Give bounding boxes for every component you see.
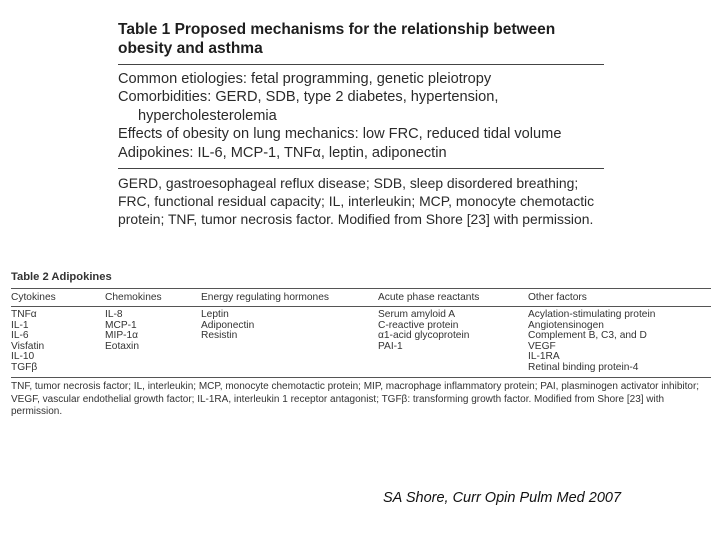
table2-cell: PAI-1 bbox=[378, 340, 403, 352]
table2-cell: Leptin bbox=[201, 309, 229, 320]
table2-cell: C-reactive protein bbox=[378, 319, 459, 331]
table1-rows bbox=[118, 70, 604, 162]
table2-header-cell: Chemokines bbox=[105, 292, 162, 303]
table2-cell: MIP-1α bbox=[105, 330, 139, 341]
table2-column-energy-hormones bbox=[201, 310, 378, 373]
table2-cell: TNFα bbox=[11, 309, 37, 320]
table2-cell: IL-8 bbox=[105, 309, 123, 320]
table2-column-other-factors bbox=[528, 310, 711, 373]
table1-bottom-rule bbox=[118, 168, 604, 169]
table2-cell: Complement B, C3, and D bbox=[528, 330, 647, 341]
table1-row: hypercholesterolemia bbox=[138, 107, 277, 124]
table2-cell: IL-1 bbox=[11, 319, 29, 331]
table2-cell: MCP-1 bbox=[105, 319, 137, 331]
table2 bbox=[11, 270, 711, 419]
table2-cell: Eotaxin bbox=[105, 340, 139, 352]
table2-cell: Angiotensinogen bbox=[528, 319, 604, 331]
citation: SA Shore, Curr Opin Pulm Med 2007 bbox=[383, 490, 622, 506]
table2-header-cell: Acute phase reactants bbox=[378, 292, 480, 303]
table2-cell: VEGF bbox=[528, 340, 556, 352]
table2-footnote: TNF, tumor necrosis factor; IL, interleukin; MCP, monocyte chemotactic protein; MIP, macrophage inflammatory protein; PAI, plasminogen activator inhibitor; VEGF, vascular endothelial growth factor; IL-1RA, interleukin 1 receptor antagonist; TGFβ: transforming growth factor. Modified from Shore [23] with permission. bbox=[11, 381, 700, 418]
table1-title: Table 1 Proposed mechanisms for the relationship between obesity and asthma bbox=[118, 21, 556, 57]
table2-header-row bbox=[11, 289, 711, 306]
table2-cell: Acylation-stimulating protein bbox=[528, 309, 656, 320]
table2-cell: Adiponectin bbox=[201, 319, 255, 331]
table1-row: Common etiologies: fetal programming, genetic pleiotropy bbox=[118, 71, 492, 87]
table2-header-cell: Other factors bbox=[528, 292, 587, 303]
table2-cell: IL-6 bbox=[11, 330, 29, 341]
table2-cell: IL-10 bbox=[11, 351, 35, 362]
table2-cell: Visfatin bbox=[11, 340, 45, 352]
table2-column-chemokines bbox=[105, 310, 201, 373]
table1-row: Adipokines: IL-6, MCP-1, TNFα, leptin, adiponectin bbox=[118, 144, 447, 161]
table2-cell: Resistin bbox=[201, 330, 238, 341]
table2-body bbox=[11, 307, 711, 377]
table2-cell: α1-acid glycoprotein bbox=[378, 330, 470, 341]
table1-row: Comorbidities: GERD, SDB, type 2 diabetes, hypertension, bbox=[118, 89, 499, 106]
table2-cell: Retinal binding protein-4 bbox=[528, 361, 639, 373]
table2-header-cell: Cytokines bbox=[11, 292, 56, 303]
table2-title: Table 2 Adipokines bbox=[11, 271, 112, 283]
table2-cell: TGFβ bbox=[11, 361, 38, 373]
table1-row: Effects of obesity on lung mechanics: low FRC, reduced tidal volume bbox=[118, 126, 562, 143]
table2-column-acute-phase bbox=[378, 310, 528, 373]
table1-footnote: GERD, gastroesophageal reflux disease; SDB, sleep disordered breathing; FRC, functional residual capacity; IL, interleukin; MCP, monocyte chemotactic protein; TNF, tumor necrosis factor. Modified from Shore [23] with permission. bbox=[118, 175, 595, 228]
table2-cell: Serum amyloid A bbox=[378, 309, 456, 320]
table1-top-rule bbox=[118, 64, 604, 65]
table1 bbox=[118, 20, 604, 229]
table2-header-cell: Energy regulating hormones bbox=[201, 292, 329, 303]
table2-column-cytokines bbox=[11, 310, 105, 373]
table2-cell: IL-1RA bbox=[528, 351, 560, 362]
